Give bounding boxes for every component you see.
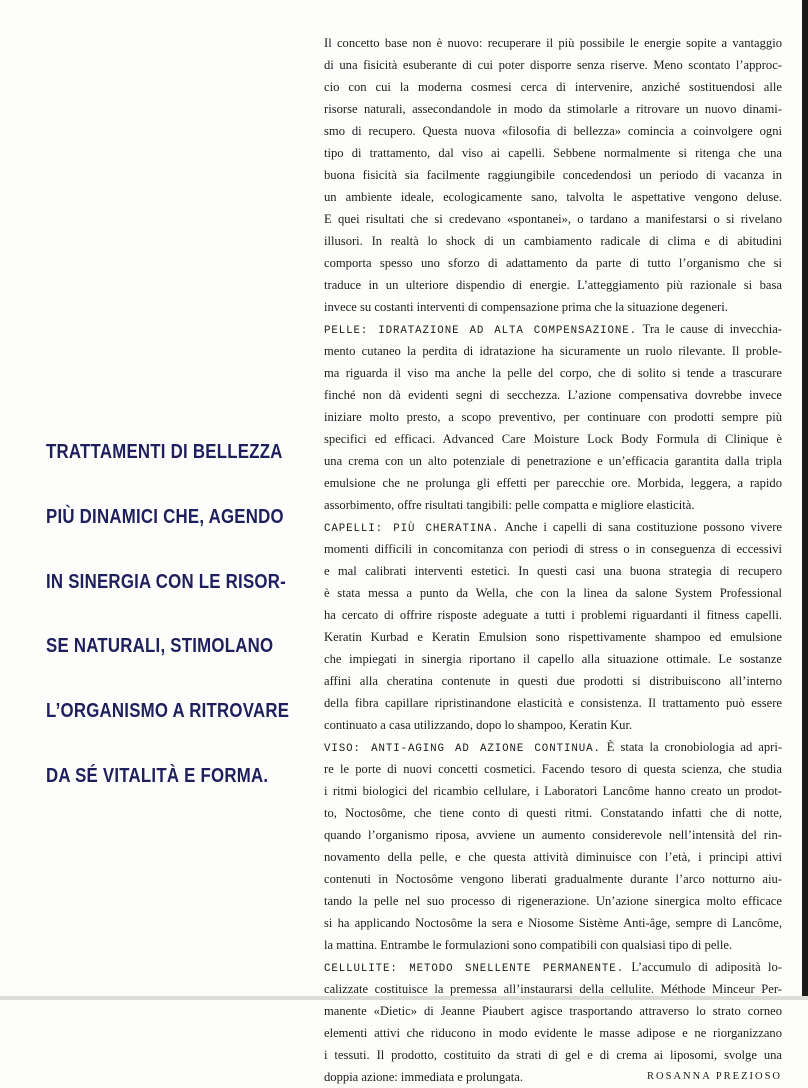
headline-line: PIÙ DINAMICI CHE, AGENDO <box>46 504 284 528</box>
intro-paragraph <box>324 32 782 318</box>
text-line: cio con cui la moderna cosmesi cerca di intervenire, anziché sostituendosi alle <box>324 80 782 94</box>
section-heading: PELLE: IDRATAZIONE AD ALTA COMPENSAZIONE. <box>324 325 638 337</box>
text-line: invece su costanti interventi di compensazione prima che la situazione degeneri. <box>324 300 728 314</box>
text-line: Il concetto base non è nuovo: recuperare il più possibile le energie sopite a vantaggio <box>324 36 782 50</box>
text-line: to, Noctosôme, che tiene conto di questi ritmi. Constatando infatti che di notte, <box>324 806 782 820</box>
text-line: novamento della pelle, e che questa attività diminuisce con l’età, i principi attivi <box>324 850 782 864</box>
text-line: della fibra capillare ripristinandone elasticità e consistenza. Il trattamento può essere <box>324 696 782 710</box>
headline-line: L’ORGANISMO A RITROVARE <box>46 699 290 723</box>
text-line: di una fisicità esuberante di cui poter disporre senza riserve. Meno scontato l’approc- <box>324 58 782 72</box>
text-line: momenti difficili in concomitanza con periodi di stress o in conseguenza di eccessivi <box>324 542 782 556</box>
text-line: la mattina. Entrambe le formulazioni sono compatibili con qualsiasi tipo di pelle. <box>324 938 733 952</box>
closing-line <box>324 1066 782 1088</box>
section-cellulite <box>324 956 782 1088</box>
section-viso <box>324 736 782 956</box>
headline <box>46 440 316 829</box>
headline-line: TRATTAMENTI DI BELLEZZA <box>46 440 283 463</box>
text-line: re le porte di nuovi concetti cosmetici. Facendo tesoro di questa scienza, che studia <box>324 762 782 776</box>
text-line: risorse naturali, assecondandole in modo da stimolarle a ritrovare un nuovo dinami- <box>324 102 782 116</box>
section-first-line <box>324 956 782 978</box>
section-heading: VISO: ANTI-AGING AD AZIONE CONTINUA. <box>324 743 601 755</box>
page-edge-shadow <box>802 0 808 1000</box>
text-line: affini alla cheratina contenute in questi due prodotti si distribuiscono all’interno <box>324 674 782 688</box>
text-line: un ambiente ideale, ecologicamente sano, talvolta le aspettative vengono deluse. <box>324 190 782 204</box>
text-line: quando l’organismo riposa, avviene un aumento considerevole nell’intensità del rin- <box>324 828 782 842</box>
text-line: assorbimento, offre risultati tangibili: pelle compatta e migliore elasticità. <box>324 498 695 512</box>
text-line: traduce in un ulteriore dispendio di energie. L’atteggiamento più razionale si basa <box>324 278 782 292</box>
text-line: si ha applicando Noctosôme la sera e Niosome Sistème Anti-âge, sempre di Lancôme, <box>324 916 782 930</box>
text-line: mento cutaneo la perdita di idratazione ha sicuramente un ruolo rilevante. Il proble- <box>324 344 782 358</box>
text-line: ha cercato di offrire risposte adeguate a tutti i problemi riguardanti il fitness capelli. <box>324 608 782 622</box>
text-line: E quei risultati che si credevano «spontanei», o tardano a manifestarsi o si rivelano <box>324 212 782 226</box>
section-first-line <box>324 516 782 538</box>
text-line: i ritmi biologici del ricambio cellulare, i Laboratori Lancôme hanno creato un prodot- <box>324 784 782 798</box>
text-line: che impiegati in sinergia riportano il capello alla situazione ottimale. Le sostanze <box>324 652 782 666</box>
text-line: Keratin Kurbad e Keratin Emulsion sono rispettivamente shampoo ed emulsione <box>324 630 782 644</box>
text-run: L’accumulo di adiposità lo- <box>624 960 782 974</box>
text-line: smo di recupero. Questa nuova «filosofia di bellezza» comincia a coinvolgere ogni <box>324 124 782 138</box>
text-run: Tra le cause di invecchia- <box>637 322 783 336</box>
text-line: continuato a casa utilizzando, dopo lo shampoo, Keratin Kur. <box>324 718 633 732</box>
text-line: buona fisicità sia facilmente raggiungibile concedendosi un periodo di vacanza in <box>324 168 782 182</box>
text-line: illusori. In realtà lo shock di un cambiamento radicale di clima e di abitudini <box>324 234 782 248</box>
headline-line: DA SÉ VITALITÀ E FORMA. <box>46 763 269 787</box>
text-line: specifici ed efficaci. Advanced Care Moisture Lock Body Formula di Clinique è <box>324 432 782 446</box>
text-line: finché non dà evidenti segni di secchezza. L’azione compensativa dovrebbe invece <box>324 388 782 402</box>
article-body <box>324 32 782 1088</box>
text-line: una crema con un alto potenziale di penetrazione e un’efficacia garantita dalla tripla <box>324 454 782 468</box>
text-line: emulsione che ne prolunga gli effetti per parecchie ore. Morbida, leggera, a rapido <box>324 476 782 490</box>
text-run: È stata la cronobiologia ad apri- <box>600 740 783 754</box>
headline-line: SE NATURALI, STIMOLANO <box>46 634 274 658</box>
text-line: tipo di trattamento, dal viso ai capelli. Sebbene normalmente si ritenga che una <box>324 146 782 160</box>
text-line: manente «Dietic» di Jeanne Piaubert agisce trasportando attraverso lo strato corneo <box>324 1004 782 1018</box>
section-pelle <box>324 318 782 516</box>
text-line: ma riguarda il viso ma anche la pelle del corpo, che di solito si tende a trascurare <box>324 366 782 380</box>
section-heading: CELLULITE: METODO SNELLENTE PERMANENTE. <box>324 963 625 975</box>
text-line: calizzate costituisce la premessa all’instaurarsi della cellulite. Méthode Minceur Per- <box>324 982 782 996</box>
text-line: tando la pelle nel suo processo di rigenerazione. Un’azione sinergica molto efficace <box>324 894 782 908</box>
section-capelli <box>324 516 782 736</box>
section-heading: CAPELLI: PIÙ CHERATINA. <box>324 523 500 535</box>
headline-line: IN SINERGIA CON LE RISOR- <box>46 569 286 593</box>
text-run: Anche i capelli di sana costituzione possono vivere <box>499 520 782 534</box>
text-line: è stata messa a punto da Wella, che con la linea da salone System Professional <box>324 586 782 600</box>
text-line: i tessuti. Il prodotto, costituito da strati di gel e di crema ai liposomi, svolge una <box>324 1048 782 1062</box>
text-line: e mal calibrati interventi estetici. In questi casi una buona strategia di recupero <box>324 564 782 578</box>
author-byline: ROSANNA PREZIOSO <box>647 1071 782 1082</box>
text-line: doppia azione: immediata e prolungata. <box>324 1070 523 1084</box>
text-line: elementi attivi che riducono in modo evidente le masse adipose e ne riorganizzano <box>324 1026 782 1040</box>
text-line: comporta spesso uno sforzo di adattamento da parte di tutto l’organismo che si <box>324 256 782 270</box>
text-line: iniziare molto presto, a scopo preventivo, per continuare con prodotti sempre più <box>324 410 782 424</box>
text-line: contenuti in Noctosôme vengono liberati gradualmente durante l’arco notturno aiu- <box>324 872 782 886</box>
section-first-line <box>324 318 782 340</box>
section-first-line <box>324 736 782 758</box>
